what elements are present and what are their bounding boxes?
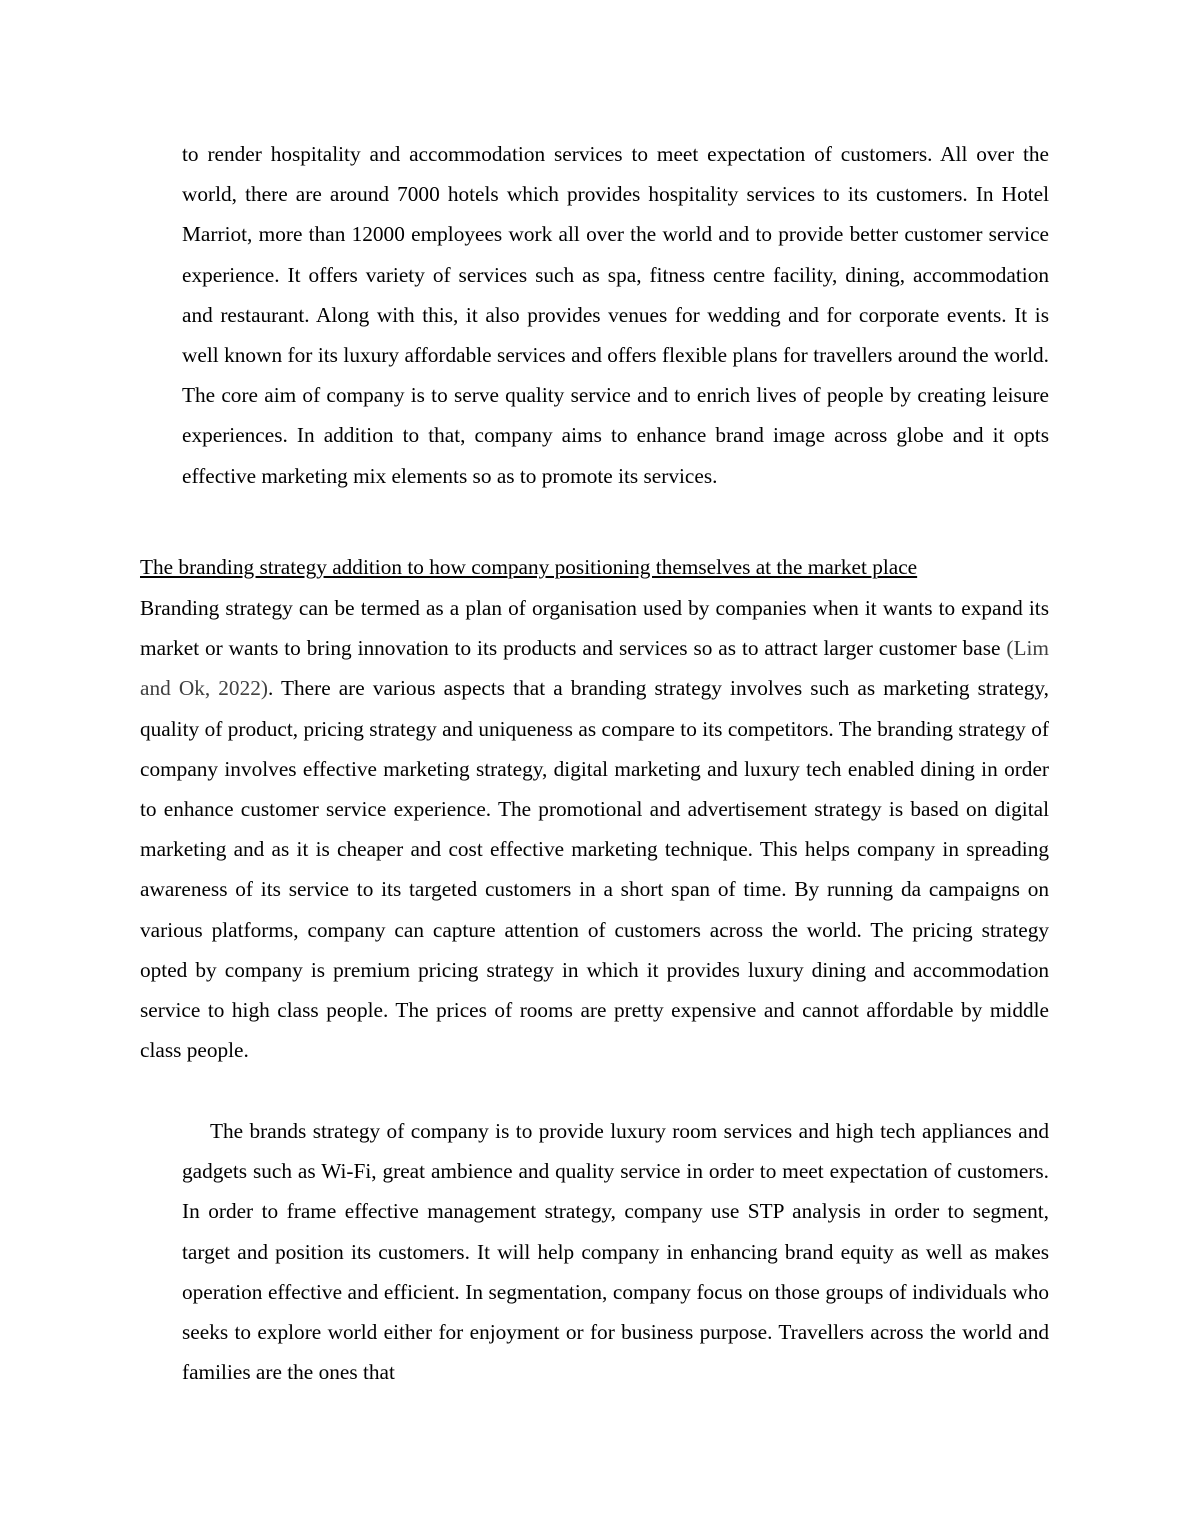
paragraph-branding-strategy <box>140 588 1049 1070</box>
paragraph-brand-stp: The brands strategy of company is to provide luxury room services and high tech appliances and gadgets such as Wi-Fi, great ambience and quality service in order to meet expectation of customers. In order to frame effective management strategy, company use STP analysis in order to segment, target and position its customers. It will help company in enhancing brand equity as well as makes operation effective and efficient. In segmentation, company focus on those groups of individuals who seeks to explore world either for enjoyment or for business purpose. Travellers across the world and families are the ones that <box>182 1119 1049 1385</box>
paragraph-branding-text-start: Branding strategy can be termed as a plan of organisation used by companies when it wants to expand its market or wants to bring innovation to its products and services so as to attract larger customer base <box>140 596 1049 661</box>
section-heading-branding-strategy: The branding strategy addition to how company positioning themselves at the market place <box>140 555 918 579</box>
citation-lim-ok: (Lim and Ok, 2022) <box>140 636 1049 701</box>
paragraph-branding-text-end: . There are various aspects that a branding strategy involves such as marketing strategy, quality of product, pricing strategy and uniqueness as compare to its competitors. The branding strategy of company involves effective marketing strategy, digital marketing and luxury tech enabled dining in order to enhance customer service experience. The promotional and advertisement strategy is based on digital marketing and as it is cheaper and cost effective marketing technique. This helps company in spreading awareness of its service to its targeted customers in a short span of time. By running da campaigns on various platforms, company can capture attention of customers across the world. The pricing strategy opted by company is premium pricing strategy in which it provides luxury dining and accommodation service to high class people. The prices of rooms are pretty expensive and cannot affordable by middle class people. <box>140 676 1050 1063</box>
paragraph-hotel-overview: to render hospitality and accommodation services to meet expectation of customers. All over the world, there are around 7000 hotels which provides hospitality services to its customers. In Hotel Marriot, more than 12000 employees work all over the world and to provide better customer service experience. It offers variety of services such as spa, fitness centre facility, dining, accommodation and restaurant. Along with this, it also provides venues for wedding and for corporate events. It is well known for its luxury affordable services and offers flexible plans for travellers around the world. The core aim of company is to serve quality service and to enrich lives of people by creating leisure experiences. In addition to that, company aims to enhance brand image across globe and it opts effective marketing mix elements so as to promote its services. <box>182 142 1049 488</box>
